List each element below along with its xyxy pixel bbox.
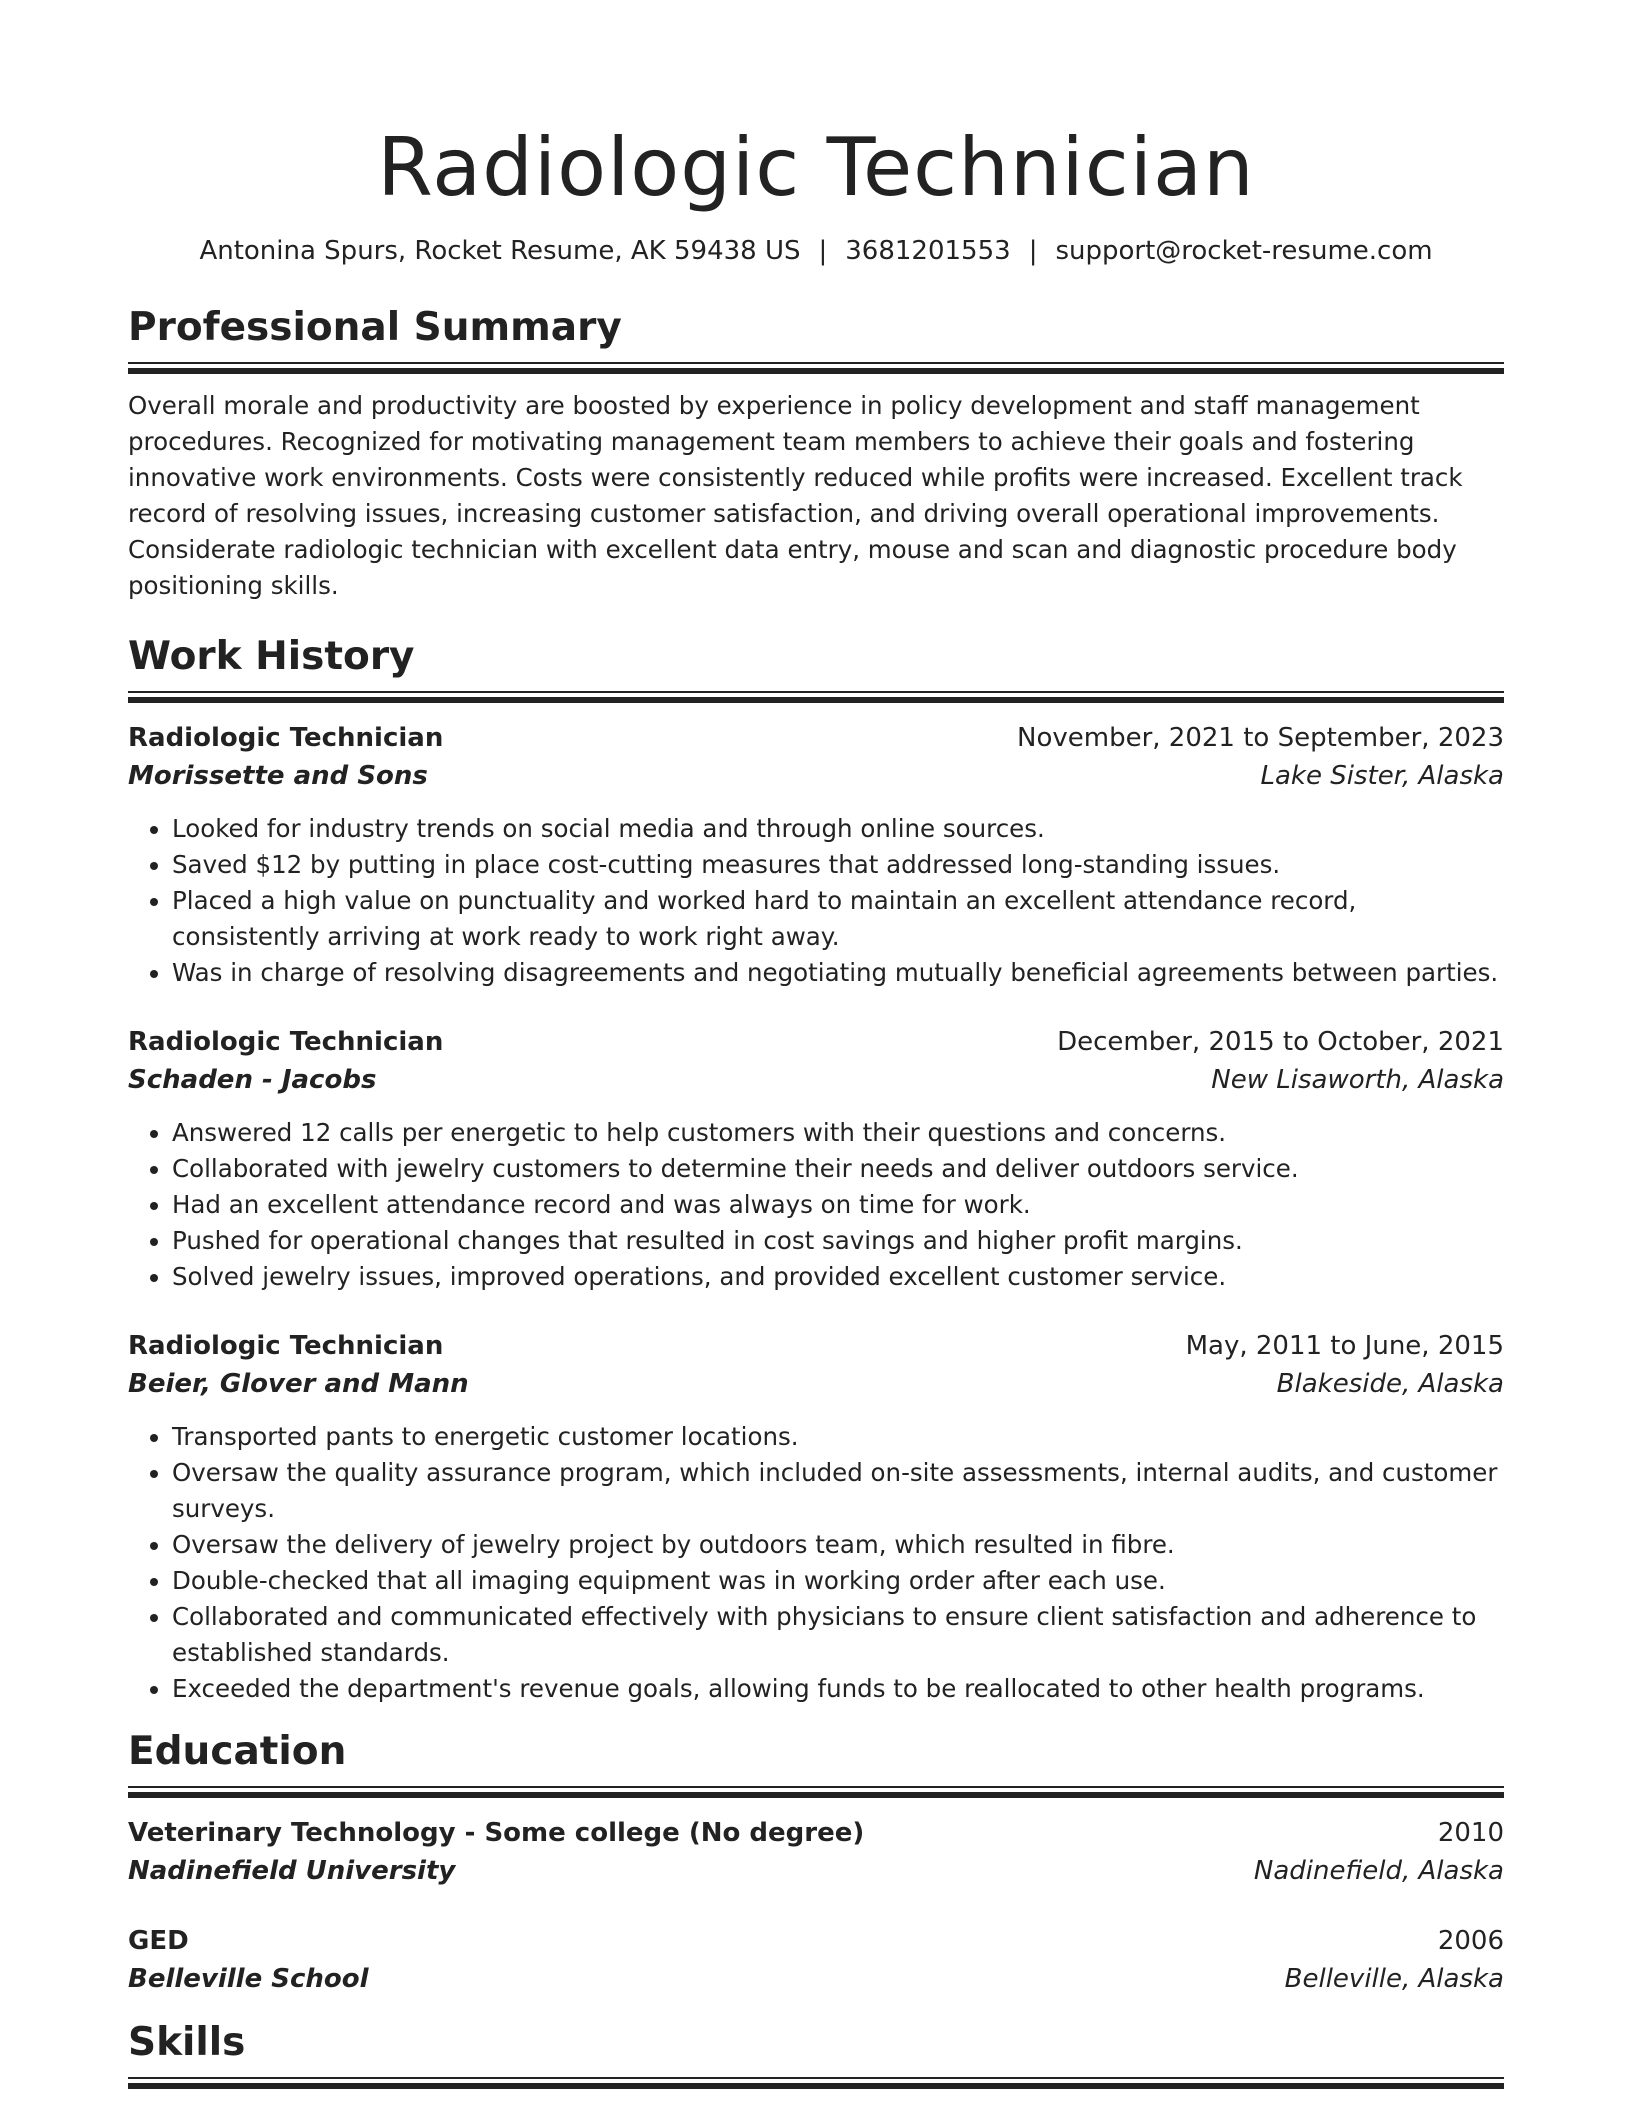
resume-title: Radiologic Technician (377, 121, 1255, 214)
job-company: Beier, Glover and Mann (128, 1368, 469, 1399)
contact-line (128, 236, 1504, 267)
job-bullet: • Collaborated with jewelry customers to determine their needs and deliver outdoors service. (172, 1151, 1504, 1187)
resume-page (128, 0, 1504, 2089)
contact-separator: | (818, 236, 828, 266)
job-location: New Lisaworth, Alaska (1211, 1064, 1504, 1095)
job-bullet: • Exceeded the department's revenue goals, allowing funds to be reallocated to other health programs. (172, 1671, 1504, 1707)
education-entry (128, 1814, 1504, 1890)
job-bullet: • Oversaw the quality assurance program, which included on-site assessments, internal audits, and customer surveys. (172, 1455, 1504, 1527)
job-title: Radiologic Technician (128, 722, 444, 753)
job-bullet: • Pushed for operational changes that resulted in cost savings and higher profit margins. (172, 1223, 1504, 1259)
education-entry (128, 1922, 1504, 1998)
education-school: Nadinefield University (128, 1855, 456, 1886)
job-bullet: • Solved jewelry issues, improved operations, and provided excellent customer service. (172, 1259, 1504, 1295)
job-bullet: • Was in charge of resolving disagreements and negotiating mutually beneficial agreements between parties. (172, 955, 1504, 991)
job-header (128, 719, 1504, 757)
job-bullets (128, 1419, 1504, 1707)
education-year: 2006 (1437, 1925, 1504, 1956)
job-bullet: • Answered 12 calls per energetic to help customers with their questions and concerns. (172, 1115, 1504, 1151)
job-dates: May, 2011 to June, 2015 (1185, 1330, 1504, 1361)
job-location: Lake Sister, Alaska (1260, 760, 1504, 791)
job-subheader (128, 1365, 1504, 1403)
job-header (128, 1327, 1504, 1365)
contact-phone: 3681201553 (845, 236, 1011, 266)
education-degree: GED (128, 1925, 189, 1956)
job-subheader (128, 1061, 1504, 1099)
summary-text: Overall morale and productivity are boosted by experience in policy development and staff management procedures. Recognized for motivating management team members to achieve their goals and fostering innovative work environments. Costs were consistently reduced while profits were increased. Excellent track record of resolving issues, increasing customer satisfaction, and driving overall operational improvements. Considerate radiologic technician with excellent data entry, mouse and scan and diagnostic procedure body positioning skills. (128, 391, 1463, 601)
education-header (128, 1814, 1504, 1852)
skills-section (128, 2019, 1504, 2089)
section-divider (128, 2083, 1504, 2089)
job-bullet: • Saved $12 by putting in place cost-cutting measures that addressed long-standing issues. (172, 847, 1504, 883)
contact-address: Antonina Spurs, Rocket Resume, AK 59438 US (199, 236, 801, 266)
section-divider (128, 362, 1504, 364)
job-bullet: • Transported pants to energetic customer locations. (172, 1419, 1504, 1455)
job-bullets (128, 811, 1504, 991)
job-subheader (128, 757, 1504, 795)
education-subheader (128, 1960, 1504, 1998)
job-title: Radiologic Technician (128, 1026, 444, 1057)
section-heading-work-history: Work History (128, 634, 415, 680)
section-heading-skills: Skills (128, 2019, 246, 2065)
contact-email[interactable]: support@rocket-resume.com (1055, 236, 1433, 266)
section-divider (128, 2077, 1504, 2079)
job-company: Morissette and Sons (128, 760, 428, 791)
job-dates: November, 2021 to September, 2023 (1017, 722, 1504, 753)
education-year: 2010 (1437, 1817, 1504, 1848)
education-school: Belleville School (128, 1963, 369, 1994)
job-bullet: • Placed a high value on punctuality and worked hard to maintain an excellent attendance record, consistently arriving at work ready to work right away. (172, 883, 1504, 955)
education-location: Belleville, Alaska (1284, 1963, 1504, 1994)
job-entry (128, 1023, 1504, 1295)
work-history-section (128, 636, 1504, 1707)
section-divider (128, 697, 1504, 703)
job-dates: December, 2015 to October, 2021 (1057, 1026, 1504, 1057)
job-entry (128, 1327, 1504, 1707)
education-location: Nadinefield, Alaska (1253, 1855, 1504, 1886)
education-section (128, 1728, 1504, 1998)
section-heading-summary: Professional Summary (128, 305, 622, 351)
job-bullet: • Collaborated and communicated effectively with physicians to ensure client satisfaction and adherence to established standards. (172, 1599, 1504, 1671)
contact-separator: | (1028, 236, 1038, 266)
section-divider (128, 1786, 1504, 1788)
section-divider (128, 1792, 1504, 1798)
job-company: Schaden - Jacobs (128, 1064, 377, 1095)
summary-section (128, 307, 1504, 604)
job-entry (128, 719, 1504, 991)
section-divider (128, 691, 1504, 693)
job-bullet: • Looked for industry trends on social media and through online sources. (172, 811, 1504, 847)
job-bullet: • Had an excellent attendance record and was always on time for work. (172, 1187, 1504, 1223)
section-heading-education: Education (128, 1728, 347, 1774)
education-header (128, 1922, 1504, 1960)
education-subheader (128, 1852, 1504, 1890)
job-bullets (128, 1115, 1504, 1295)
section-divider (128, 368, 1504, 374)
job-bullet: • Double-checked that all imaging equipment was in working order after each use. (172, 1563, 1504, 1599)
job-title: Radiologic Technician (128, 1330, 444, 1361)
job-bullet: • Oversaw the delivery of jewelry project by outdoors team, which resulted in fibre. (172, 1527, 1504, 1563)
job-header (128, 1023, 1504, 1061)
education-degree: Veterinary Technology - Some college (No degree) (128, 1817, 865, 1848)
job-location: Blakeside, Alaska (1276, 1368, 1504, 1399)
